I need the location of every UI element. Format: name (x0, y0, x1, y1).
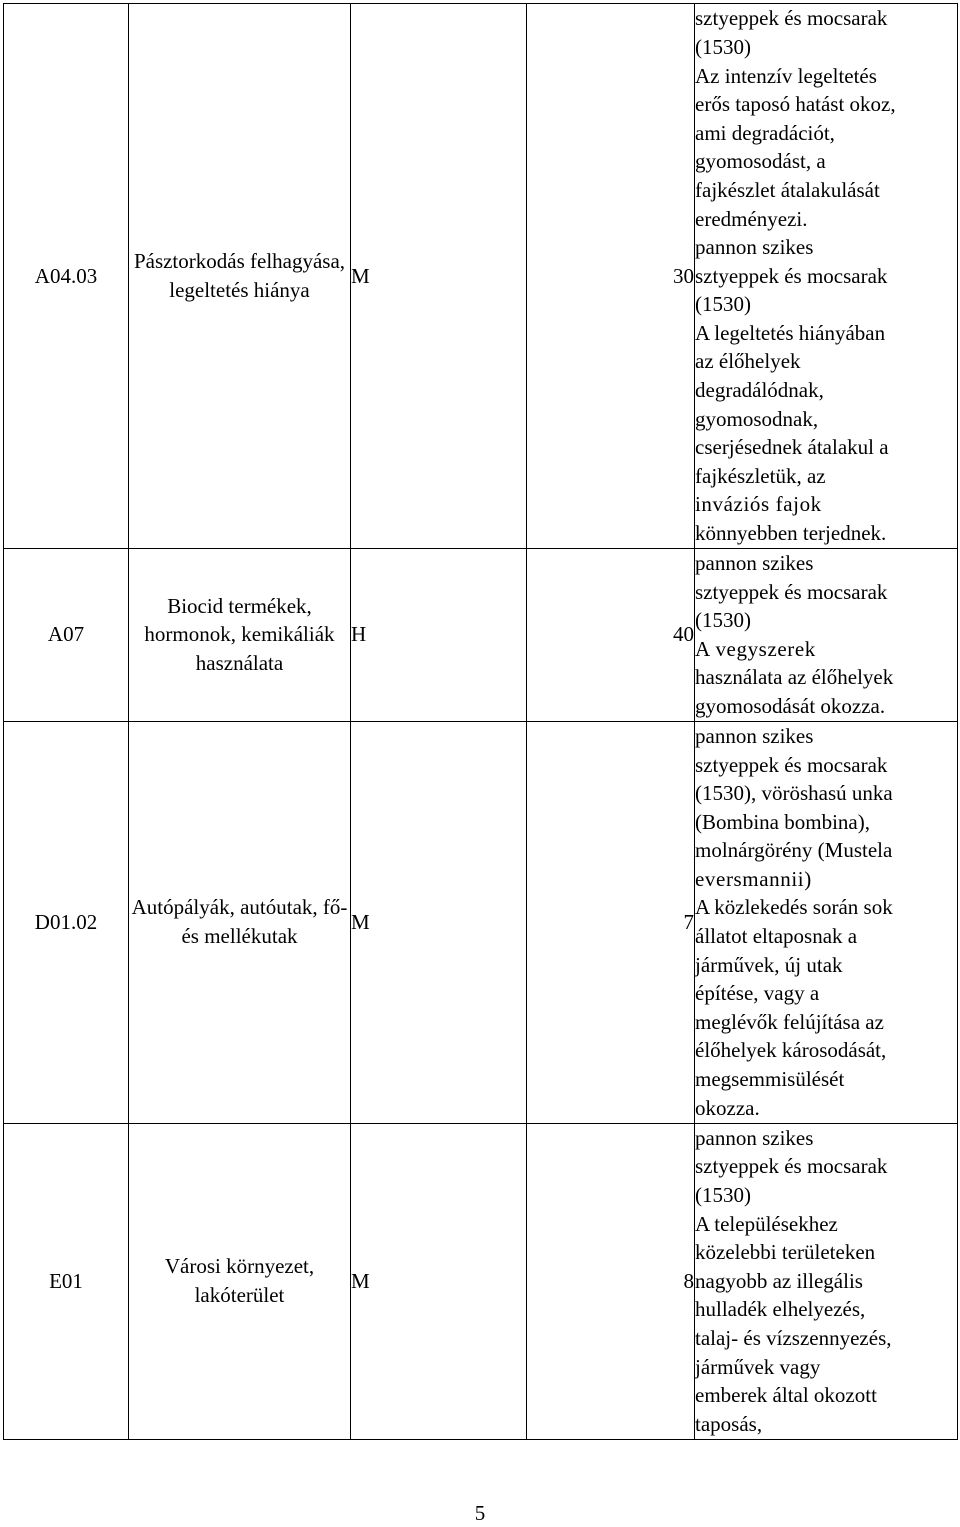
description-line: A településekhez (695, 1211, 838, 1236)
description-line: járművek vagy (695, 1354, 821, 1379)
threat-name: Biocid termékek, hormonok, kemikáliák használata (129, 549, 351, 722)
description-line: sztyeppek és mocsarak (695, 6, 888, 31)
threat-rank: H (351, 549, 527, 722)
threat-description (695, 1123, 958, 1439)
description-line: molnárgörény (Mustela (695, 838, 893, 863)
description-line: (1530) (695, 608, 751, 633)
description-line: gyomosodását okozza. (695, 693, 886, 718)
threat-description (695, 721, 958, 1123)
threat-code: D01.02 (4, 721, 129, 1123)
description-line: fajkészlet átalakulását (695, 177, 880, 202)
threat-description (695, 549, 958, 722)
table-row (4, 4, 958, 549)
threat-code: E01 (4, 1123, 129, 1439)
description-line: sztyeppek és mocsarak (695, 1154, 888, 1179)
description-line: fajkészletük, az (695, 463, 826, 488)
description-line: A közlekedés során sok (695, 895, 893, 920)
description-line: pannon szikes (695, 723, 814, 748)
description-line: pannon szikes (695, 235, 814, 260)
threat-name: Autópályák, autóutak, fő- és mellékutak (129, 721, 351, 1123)
description-line: meglévők felújítása az (695, 1009, 884, 1034)
threat-code: A04.03 (4, 4, 129, 549)
description-line: pannon szikes (695, 551, 814, 575)
threat-name: Városi környezet, lakóterület (129, 1123, 351, 1439)
description-line: pannon szikes (695, 1125, 814, 1150)
table-row (4, 1123, 958, 1439)
description-line: közelebbi területeken (695, 1240, 876, 1265)
page-number: 5 (474, 1501, 486, 1525)
description-line: okozza. (695, 1095, 760, 1120)
threat-rank: M (351, 1123, 527, 1439)
description-line: az élőhelyek (695, 349, 801, 374)
description-line: eredményezi. (695, 206, 808, 231)
description-line: építése, vagy a (695, 981, 820, 1006)
description-line: (Bombina bombina), (695, 809, 870, 834)
description-line: könnyebben terjednek. (695, 521, 887, 546)
description-line: A vegyszerek (695, 636, 816, 661)
description-line: járművek, új utak (695, 952, 843, 977)
description-line: gyomosodást, a (695, 149, 826, 174)
description-line: talaj- és vízszennyezés, (695, 1325, 892, 1350)
description-line: ami degradációt, (695, 120, 835, 145)
description-line: A legeltetés hiányában (695, 320, 886, 345)
description-line: sztyeppek és mocsarak (695, 263, 888, 288)
threat-rank: M (351, 721, 527, 1123)
threat-code: A07 (4, 549, 129, 722)
threats-table (3, 3, 958, 1440)
description-line: eversmannii) (695, 866, 812, 891)
description-line: (1530) (695, 34, 751, 59)
description-line: (1530) (695, 1182, 751, 1207)
table-row (4, 721, 958, 1123)
description-line: élőhelyek károsodását, (695, 1038, 887, 1063)
description-line: Az intenzív legeltetés (695, 63, 877, 88)
description-line: inváziós fajok (695, 492, 822, 517)
table-row (4, 549, 958, 722)
description-line: taposás, (695, 1411, 763, 1436)
threat-score: 40 (527, 549, 695, 722)
description-line: hulladék elhelyezés, (695, 1297, 866, 1322)
description-line: használata az élőhelyek (695, 665, 894, 690)
description-line: sztyeppek és mocsarak (695, 752, 888, 777)
description-line: sztyeppek és mocsarak (695, 579, 888, 604)
description-line: cserjésednek átalakul a (695, 435, 889, 460)
description-line: (1530), vöröshasú unka (695, 781, 893, 806)
threat-score: 8 (527, 1123, 695, 1439)
description-line: megsemmisülését (695, 1067, 845, 1092)
description-line: (1530) (695, 292, 751, 317)
threat-description (695, 4, 958, 549)
description-line: degradálódnak, (695, 378, 824, 403)
description-line: gyomosodnak, (695, 406, 819, 431)
threat-score: 30 (527, 4, 695, 549)
description-line: erős taposó hatást okoz, (695, 92, 896, 117)
description-line: állatot eltaposnak a (695, 924, 858, 949)
description-line: nagyobb az illegális (695, 1268, 863, 1293)
threat-name: Pásztorkodás felhagyása, legeltetés hiánya (129, 4, 351, 549)
threat-rank: M (351, 4, 527, 549)
threat-score: 7 (527, 721, 695, 1123)
description-line: emberek által okozott (695, 1383, 877, 1408)
